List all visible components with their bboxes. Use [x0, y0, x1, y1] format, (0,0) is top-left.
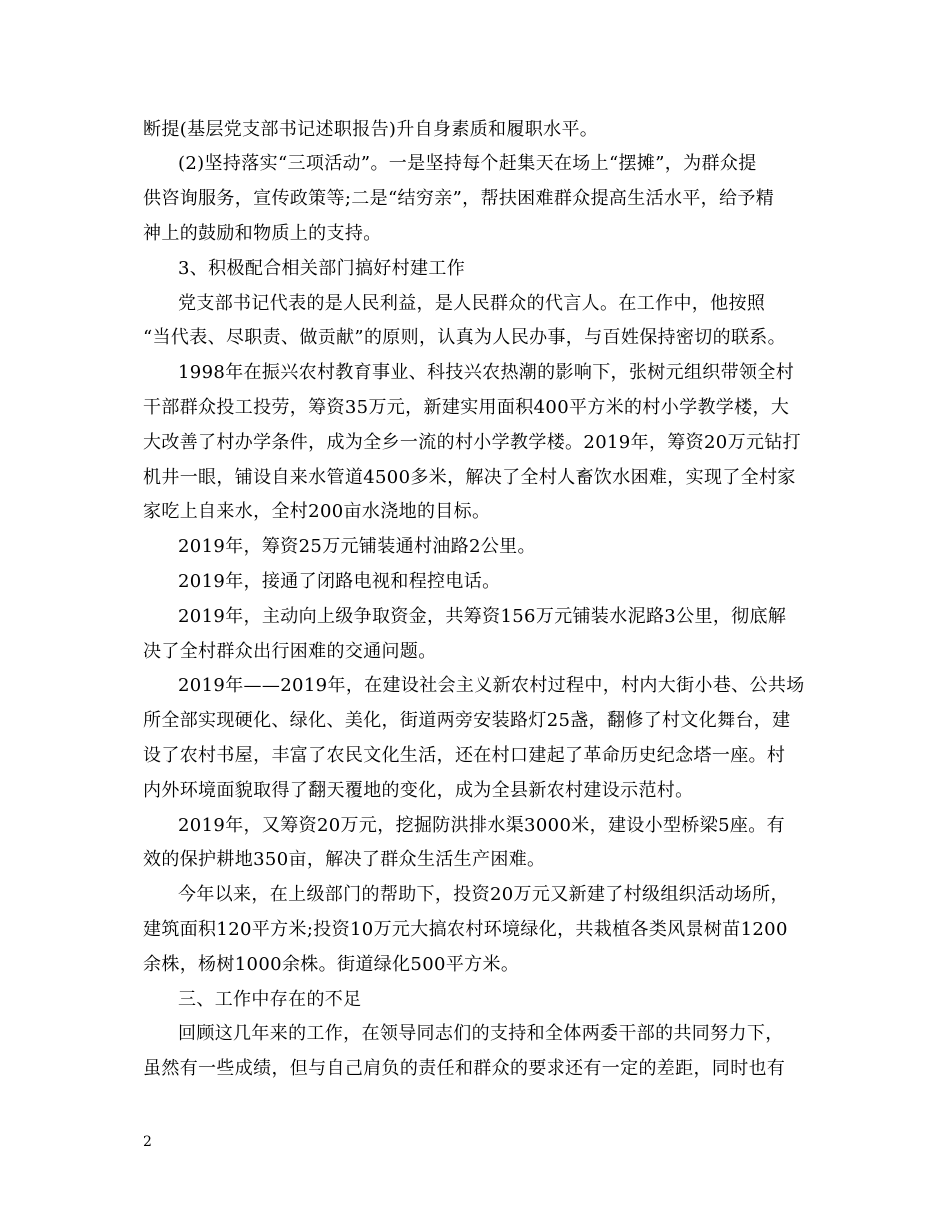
text-line: 神上的鼓励和物质上的支持。 [143, 223, 382, 244]
text-line: 设了农村书屋，丰富了农民文化生活，还在村口建起了革命历史纪念塔一座。村 [143, 745, 786, 766]
text-line: 回顾这几年来的工作，在领导同志们的支持和全体两委干部的共同努力下， [178, 1023, 784, 1044]
text-line: 效的保护耕地350亩，解决了群众生活生产困难。 [143, 849, 546, 870]
text-line: 供咨询服务，宣传政策等;二是“结穷亲”，帮扶困难群众提高生活水平，给予精 [143, 188, 775, 209]
text-line: 1998年在振兴农村教育事业、科技兴农热潮的影响下，张树元组织带领全村 [178, 362, 795, 383]
page-number: 2 [143, 1134, 152, 1150]
text-line: 余株，杨树1000余株。街道绿化500平方米。 [143, 954, 520, 975]
text-line: 内外环境面貌取得了翻天覆地的变化，成为全县新农村建设示范村。 [143, 780, 694, 801]
text-line: 2019年，筹资25万元铺装通村油路2公里。 [178, 536, 536, 557]
text-line: 所全部实现硬化、绿化、美化，街道两旁安装路灯25盏，翻修了村文化舞台，建 [143, 710, 791, 731]
text-line: 断提(基层党支部书记述职报告)升自身素质和履职水平。 [143, 119, 599, 140]
text-line: 决了全村群众出行困难的交通问题。 [143, 641, 437, 662]
text-line: 大改善了村办学条件，成为全乡一流的村小学教学楼。2019年，筹资20万元钻打 [143, 432, 802, 453]
text-line: “当代表、尽职责、做贡献”的原则，认真为人民办事，与百姓保持密切的联系。 [143, 327, 787, 348]
text-line: 建筑面积120平方米;投资10万元大搞农村环境绿化，共栽植各类风景树苗1200 [143, 919, 788, 940]
text-line: 2019年，又筹资20万元，挖掘防洪排水渠3000米，建设小型桥梁5座。有 [178, 815, 785, 836]
text-line: 虽然有一些成绩，但与自己肩负的责任和群众的要求还有一定的差距，同时也有 [143, 1058, 786, 1079]
text-line: 2019年，接通了闭路电视和程控电话。 [178, 571, 501, 592]
text-line: 今年以来，在上级部门的帮助下，投资20万元又新建了村级组织活动场所， [178, 884, 789, 905]
text-line: 机井一眼，铺设自来水管道4500多米，解决了全村人畜饮水困难，实现了全村家 [143, 467, 796, 488]
text-line: (2)坚持落实“三项活动”。一是坚持每个赶集天在场上“摆摊”，为群众提 [178, 153, 757, 174]
section-heading: 3、积极配合相关部门搞好村建工作 [178, 258, 466, 279]
text-line: 家吃上自来水，全村200亩水浇地的目标。 [143, 501, 491, 522]
text-line: 2019年——2019年，在建设社会主义新农村过程中，村内大街小巷、公共场 [178, 675, 805, 696]
section-heading: 三、工作中存在的不足 [178, 989, 362, 1010]
text-line: 2019年，主动向上级争取资金，共筹资156万元铺装水泥路3公里，彻底解 [178, 606, 787, 627]
text-line: 党支部书记代表的是人民利益，是人民群众的代言人。在工作中，他按照 [178, 293, 766, 314]
text-line: 干部群众投工投劳，筹资35万元，新建实用面积400平方米的村小学教学楼，大 [143, 397, 790, 418]
